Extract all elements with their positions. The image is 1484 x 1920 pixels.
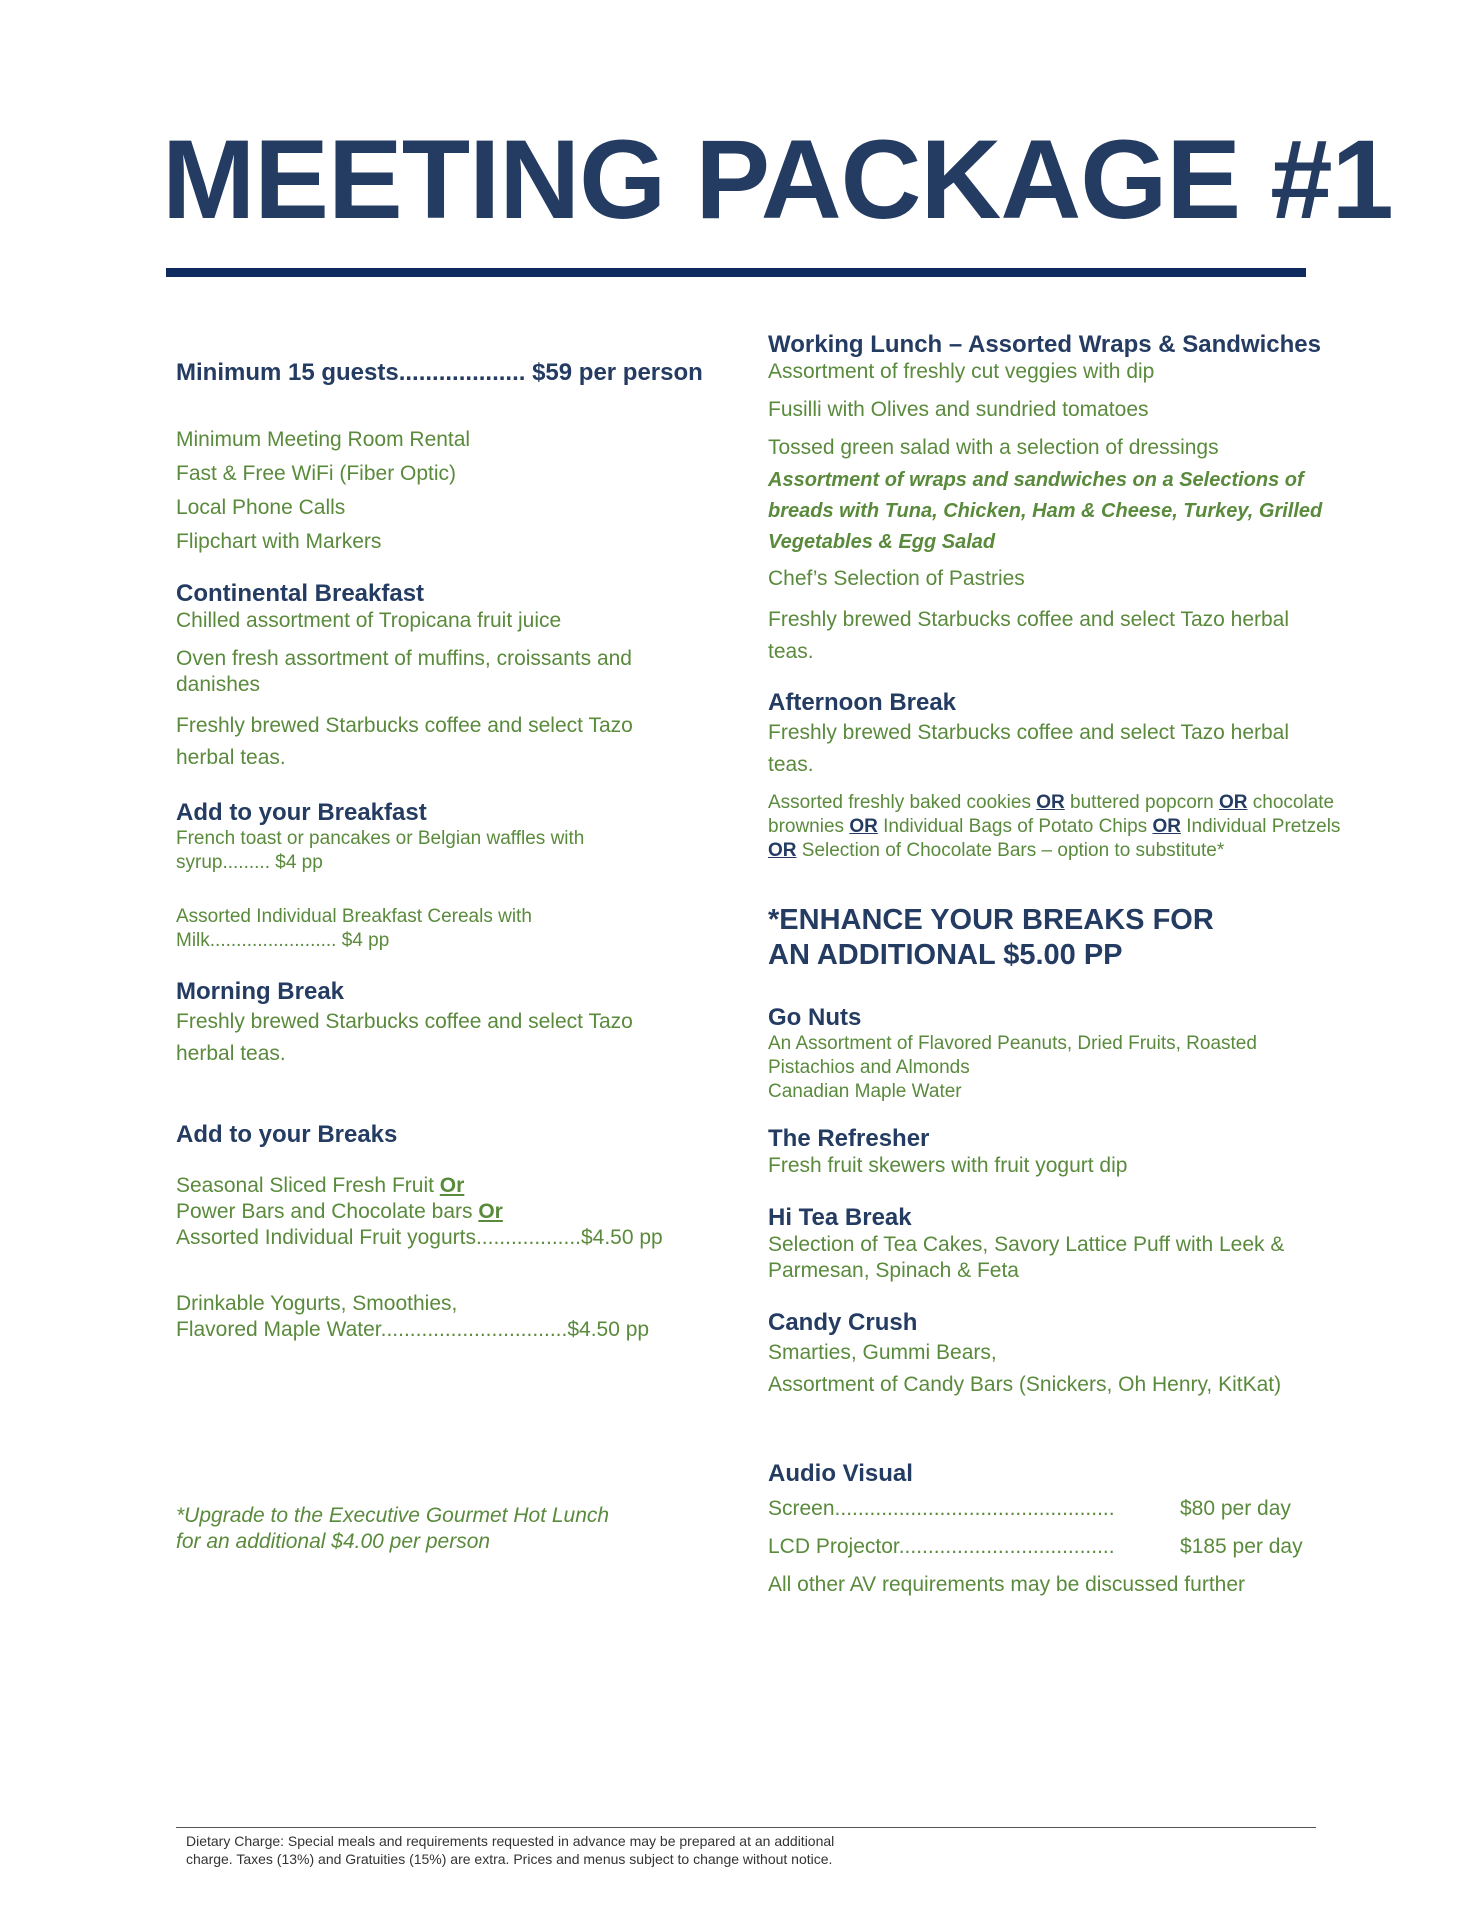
- footer-divider: [176, 1827, 1316, 1828]
- left-column: [176, 358, 736, 1555]
- av-row: [768, 1496, 1348, 1522]
- option-text: Flavored Maple Water................................$4.50 pp: [176, 1318, 650, 1341]
- go-nuts-heading: Go Nuts: [768, 1004, 862, 1031]
- av-item-label: LCD Projector.....................................: [768, 1535, 1115, 1558]
- av-item-price: $185 per day: [1180, 1535, 1303, 1558]
- afternoon-break-heading: Afternoon Break: [768, 689, 957, 716]
- hi-tea-heading: Hi Tea Break: [768, 1204, 912, 1231]
- av-item-price: $80 per day: [1180, 1497, 1291, 1520]
- or-connector: Or: [478, 1200, 503, 1223]
- minimum-guests-price: Minimum 15 guests................... $59 per person: [176, 359, 703, 386]
- or-connector: OR: [1152, 816, 1181, 837]
- afternoon-options: [768, 791, 1348, 863]
- list-item: Tossed green salad with a selection of dressings: [768, 436, 1219, 459]
- refresher-heading: The Refresher: [768, 1125, 930, 1152]
- option-text: Drinkable Yogurts, Smoothies,: [176, 1292, 458, 1315]
- enhance-heading-line: AN ADDITIONAL $5.00 PP: [768, 939, 1123, 971]
- add-breaks-options: [176, 1173, 736, 1251]
- footer-line: charge. Taxes (13%) and Gratuities (15%) are extra. Prices and menus subject to change without notice.: [186, 1851, 833, 1867]
- list-item: Freshly brewed Starbucks coffee and select Tazo herbal teas.: [768, 608, 1290, 663]
- option-text: Seasonal Sliced Fresh Fruit: [176, 1174, 434, 1197]
- option-text: chocolate brownies: [768, 792, 1335, 837]
- av-note: All other AV requirements may be discussed further: [768, 1573, 1246, 1596]
- list-item: Minimum Meeting Room Rental: [176, 428, 471, 451]
- refresher-text: Fresh fruit skewers with fruit yogurt dip: [768, 1154, 1128, 1177]
- option-text: Assorted freshly baked cookies: [768, 792, 1031, 813]
- list-item: Assortment of freshly cut veggies with dip: [768, 360, 1155, 383]
- title-divider: [166, 268, 1306, 277]
- right-column: [768, 330, 1348, 1598]
- list-item: Assorted Individual Breakfast Cereals with Milk........................ $4 pp: [176, 906, 532, 951]
- add-breakfast-heading: Add to your Breakfast: [176, 799, 427, 826]
- option-text: Assorted Individual Fruit yogurts..................$4.50 pp: [176, 1226, 663, 1249]
- upgrade-note: [176, 1503, 736, 1555]
- option-text: Individual Pretzels: [1186, 816, 1341, 837]
- list-item: Oven fresh assortment of muffins, croissants and danishes: [176, 647, 632, 696]
- candy-crush-heading: Candy Crush: [768, 1309, 918, 1336]
- or-connector: OR: [849, 816, 878, 837]
- page-title: MEETING PACKAGE #1: [162, 117, 1393, 242]
- list-item: Freshly brewed Starbucks coffee and select Tazo herbal teas.: [176, 714, 633, 769]
- or-connector: OR: [1036, 792, 1065, 813]
- enhance-heading: [768, 903, 1348, 973]
- upgrade-note-line: *Upgrade to the Executive Gourmet Hot Lunch: [176, 1504, 610, 1527]
- working-lunch-heading: Working Lunch – Assorted Wraps & Sandwiches: [768, 331, 1321, 358]
- add-breaks-heading: Add to your Breaks: [176, 1121, 398, 1148]
- av-row: [768, 1534, 1348, 1560]
- list-item: Local Phone Calls: [176, 496, 346, 519]
- list-item: Flipchart with Markers: [176, 530, 382, 553]
- list-item: Fusilli with Olives and sundried tomatoes: [768, 398, 1149, 421]
- go-nuts-text: An Assortment of Flavored Peanuts, Dried Fruits, Roasted Pistachios and Almonds: [768, 1033, 1257, 1078]
- audio-visual-heading: Audio Visual: [768, 1460, 913, 1487]
- list-item: Chilled assortment of Tropicana fruit juice: [176, 609, 562, 632]
- or-connector: OR: [1218, 792, 1248, 813]
- included-list: [176, 427, 736, 555]
- wraps-sandwiches-item: Assortment of wraps and sandwiches on a Selections of breads with Tuna, Chicken, Ham & Cheese, Turkey, Grilled Vegetables & Egg Salad: [768, 469, 1323, 553]
- upgrade-note-line: for an additional $4.00 per person: [176, 1530, 491, 1553]
- av-item-label: Screen................................................: [768, 1497, 1115, 1520]
- option-text: Selection of Chocolate Bars – option to substitute*: [801, 840, 1225, 861]
- or-connector: Or: [439, 1174, 465, 1197]
- option-text: Power Bars and Chocolate bars: [176, 1200, 473, 1223]
- list-item: Chef’s Selection of Pastries: [768, 567, 1025, 590]
- continental-breakfast-heading: Continental Breakfast: [176, 580, 425, 607]
- footer-disclaimer: [186, 1832, 946, 1868]
- morning-break-text: Freshly brewed Starbucks coffee and select Tazo herbal teas.: [176, 1010, 633, 1065]
- candy-text: Smarties, Gummi Bears,: [768, 1341, 997, 1364]
- hi-tea-text: Selection of Tea Cakes, Savory Lattice Puff with Leek & Parmesan, Spinach & Feta: [768, 1233, 1285, 1282]
- footer-line: Dietary Charge: Special meals and requirements requested in advance may be prepared at an additional: [186, 1833, 835, 1849]
- option-text: buttered popcorn: [1070, 792, 1214, 813]
- list-item: French toast or pancakes or Belgian waffles with syrup......... $4 pp: [176, 828, 585, 873]
- afternoon-break-text: Freshly brewed Starbucks coffee and select Tazo herbal teas.: [768, 721, 1290, 776]
- list-item: Fast & Free WiFi (Fiber Optic): [176, 462, 457, 485]
- enhance-heading-line: *ENHANCE YOUR BREAKS FOR: [768, 904, 1214, 936]
- or-connector: OR: [768, 840, 797, 861]
- morning-break-heading: Morning Break: [176, 978, 345, 1005]
- go-nuts-text: Canadian Maple Water: [768, 1081, 962, 1102]
- option-text: Individual Bags of Potato Chips: [883, 816, 1148, 837]
- candy-text: Assortment of Candy Bars (Snickers, Oh Henry, KitKat): [768, 1373, 1282, 1396]
